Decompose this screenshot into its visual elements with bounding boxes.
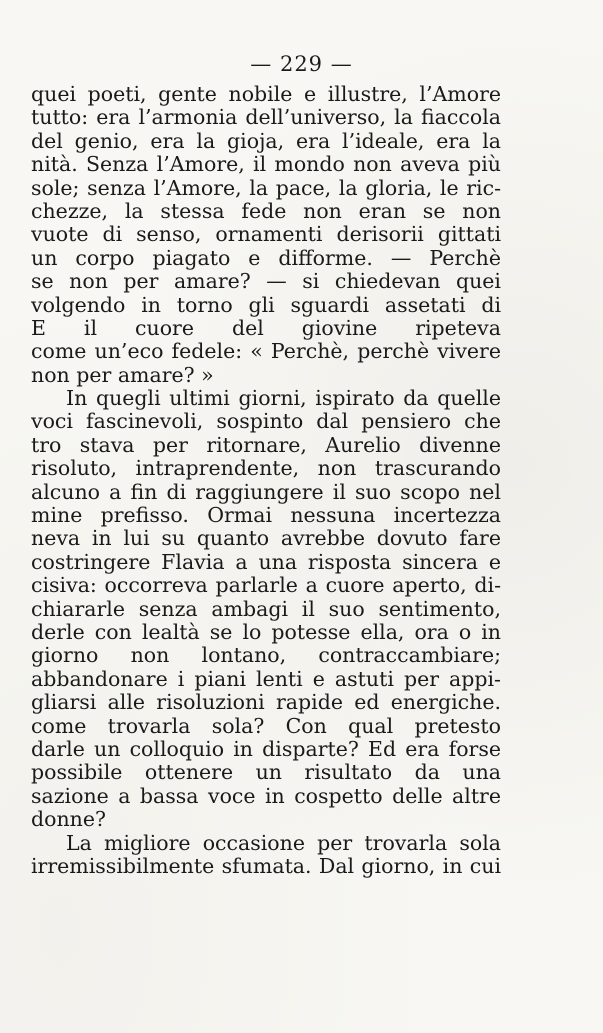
text-line: sole; senza l’Amore, la pace, la gloria, le ric- (31, 176, 501, 200)
text-line: donne? (31, 807, 106, 832)
text-line: giorno non lontano, contraccambiare; (31, 644, 501, 668)
text-line: nità. Senza l’Amore, il mondo non aveva più (31, 153, 501, 177)
text-line: irremissibilmente sfumata. Dal giorno, in cui (31, 854, 501, 878)
paragraph-1 (31, 83, 501, 387)
text-line: chezze, la stessa fede non eran se non (31, 199, 501, 223)
paragraph-2 (31, 387, 501, 831)
text-line: risoluto, intraprendente, non trascurando (31, 457, 501, 481)
text-line: alcuno a fin di raggiungere il suo scopo nel (31, 480, 501, 504)
text-line: se non per amare? — si chiedevan quei (31, 270, 501, 294)
text-line: come un’eco fedele: « Perchè, perchè vivere (31, 340, 501, 364)
text-line: In quegli ultimi giorni, ispirato da quelle (66, 387, 501, 411)
text-line: sazione a bassa voce in cospetto delle altre (31, 784, 501, 808)
text-line: neva in lui su quanto avrebbe dovuto fare (31, 527, 501, 551)
text-line: vuote di senso, ornamenti derisorii gittati (31, 223, 501, 247)
text-line: quei poeti, gente nobile e illustre, l’Amore (31, 83, 501, 106)
text-line: tutto: era l’armonia dell’universo, la fiaccola (31, 106, 501, 130)
text-line: E il cuore del giovine ripeteva (31, 316, 501, 340)
text-line: darle un colloquio in disparte? Ed era forse (31, 737, 501, 761)
text-line: chiararle senza ambagi il suo sentimento, (31, 597, 501, 621)
text-line: non per amare? » (31, 362, 214, 387)
body-text (31, 83, 501, 878)
text-line: mine prefisso. Ormai nessuna incertezza (31, 504, 501, 528)
text-line: cisiva: occorreva parlarle a cuore aperto, di- (31, 574, 501, 598)
text-line: voci fascinevoli, sospinto dal pensiero che (31, 410, 501, 434)
text-line: come trovarla sola? Con qual pretesto (31, 714, 501, 738)
text-line: volgendo in torno gli sguardi assetati di (31, 293, 501, 317)
page-number: — 229 — (250, 52, 353, 76)
text-line: gliarsi alle risoluzioni rapide ed energiche. (31, 691, 501, 715)
text-line: La migliore occasione per trovarla sola (66, 831, 501, 855)
text-line: abbandonare i piani lenti e astuti per appi- (31, 667, 501, 691)
text-line: costringere Flavia a una risposta sincera e (31, 550, 501, 574)
text-line: del genio, era la gioja, era l’ideale, era la (31, 129, 501, 153)
paragraph-3 (31, 832, 501, 879)
text-line: tro stava per ritornare, Aurelio divenne (31, 433, 501, 457)
text-line: derle con lealtà se lo potesse ella, ora o in (31, 620, 501, 644)
text-line: possibile ottenere un risultato da una (31, 761, 501, 785)
text-line: un corpo piagato e difforme. — Perchè (31, 246, 501, 270)
